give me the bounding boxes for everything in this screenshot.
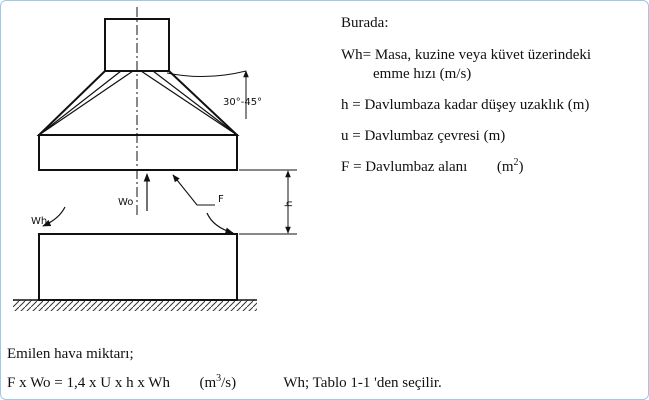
wh-arrow-right: [207, 213, 233, 233]
formula-unit-close: /s): [221, 375, 237, 391]
angle-arc: [167, 71, 246, 77]
legend-wh-line1: Wh= Masa, kuzine veya küvet üzerindeki: [341, 47, 592, 63]
wo-label: Wo: [118, 197, 134, 208]
ground-hatch: [13, 300, 257, 311]
legend-heading: Burada:: [341, 15, 389, 31]
formula-intro: Emilen hava miktarı;: [7, 346, 134, 362]
f-label: F: [218, 194, 224, 205]
h-label: h: [284, 200, 295, 207]
legend-f-line: [341, 159, 524, 176]
formula-note: Wh; Tablo 1-1 'den seçilir.: [283, 375, 442, 391]
angle-label: 30°-45°: [223, 97, 263, 108]
formula-expr: F x Wo = 1,4 x U x h x Wh: [7, 375, 170, 391]
legend-h-line: h = Davlumbaza kadar düşey uzaklık (m): [341, 97, 590, 113]
formula-unit-open: (m: [199, 375, 217, 391]
counter-block: [39, 234, 237, 300]
hood-diagram: [1, 1, 341, 341]
f-leader: [173, 175, 215, 205]
legend-u-line: u = Davlumbaz çevresi (m): [341, 128, 506, 144]
legend-f-close: ): [518, 159, 524, 175]
formula-unit-exp: 3: [216, 373, 222, 384]
legend-f-exp: 2: [513, 157, 519, 168]
legend-wh-line2: emme hızı (m/s): [373, 66, 472, 82]
hood-skirt: [39, 135, 237, 170]
wh-label: Wh: [31, 216, 48, 227]
legend-f-text: F = Davlumbaz alanı: [341, 159, 468, 175]
formula-line: [7, 375, 442, 392]
legend-f-unit: (m: [496, 159, 514, 175]
hood-cone: [39, 71, 237, 135]
